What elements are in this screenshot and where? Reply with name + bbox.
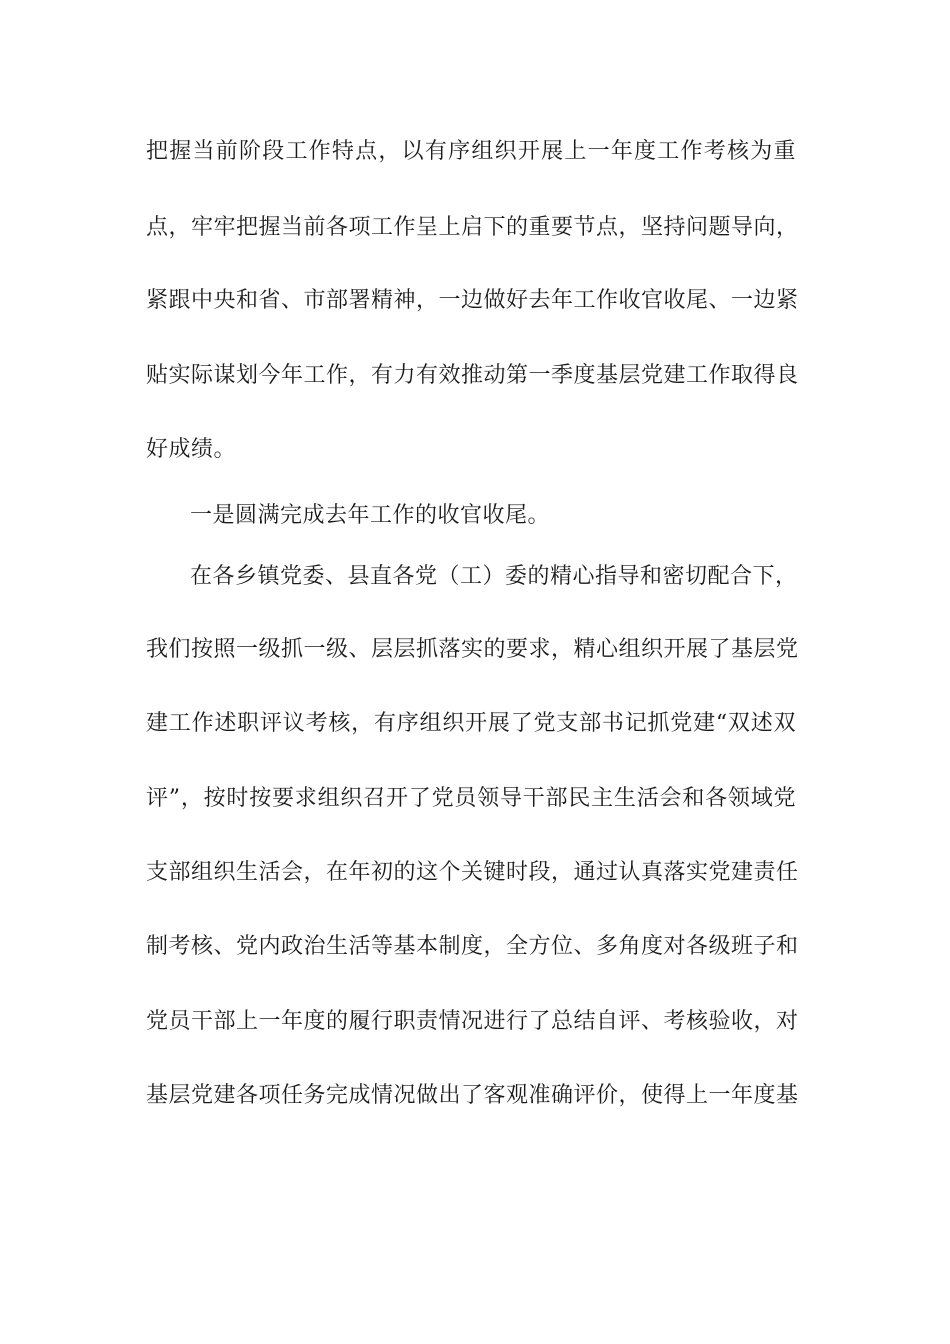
- paragraph-1-line-2: 点，牢牢把握当前各项工作呈上启下的重要节点，坚持问题导向，: [146, 215, 799, 240]
- paragraph-1-line-5: 好成绩。: [146, 437, 237, 462]
- paragraph-3-line-8: 基层党建各项任务完成情况做出了客观准确评价，使得上一年度基: [146, 1083, 799, 1108]
- paragraph-1-line-4: 贴实际谋划今年工作，有力有效推动第一季度基层党建工作取得良: [146, 363, 799, 388]
- paragraph-3-line-5: 支部组织生活会，在年初的这个关键时段，通过认真落实党建责任: [146, 860, 799, 885]
- paragraph-3-line-7: 党员干部上一年度的履行职责情况进行了总结自评、考核验收，对: [146, 1009, 799, 1034]
- paragraph-3-line-6: 制考核、党内政治生活等基本制度，全方位、多角度对各级班子和: [146, 934, 799, 959]
- paragraph-3-line-2: 我们按照一级抓一级、层层抓落实的要求，精心组织开展了基层党: [146, 637, 799, 662]
- paragraph-3-line-3: 建工作述职评议考核，有序组织开展了党支部书记抓党建“双述双: [146, 711, 796, 736]
- paragraph-3-line-4: 评”，按时按要求组织召开了党员领导干部民主生活会和各领域党: [146, 786, 796, 811]
- paragraph-3-line-1: 在各乡镇党委、县直各党（工）委的精心指导和密切配合下，: [190, 564, 798, 589]
- paragraph-1-line-1: 把握当前阶段工作特点，以有序组织开展上一年度工作考核为重: [146, 139, 796, 164]
- section-heading: 一是圆满完成去年工作的收官收尾。: [190, 503, 551, 528]
- paragraph-1-line-3: 紧跟中央和省、市部署精神，一边做好去年工作收官收尾、一边紧: [146, 288, 799, 313]
